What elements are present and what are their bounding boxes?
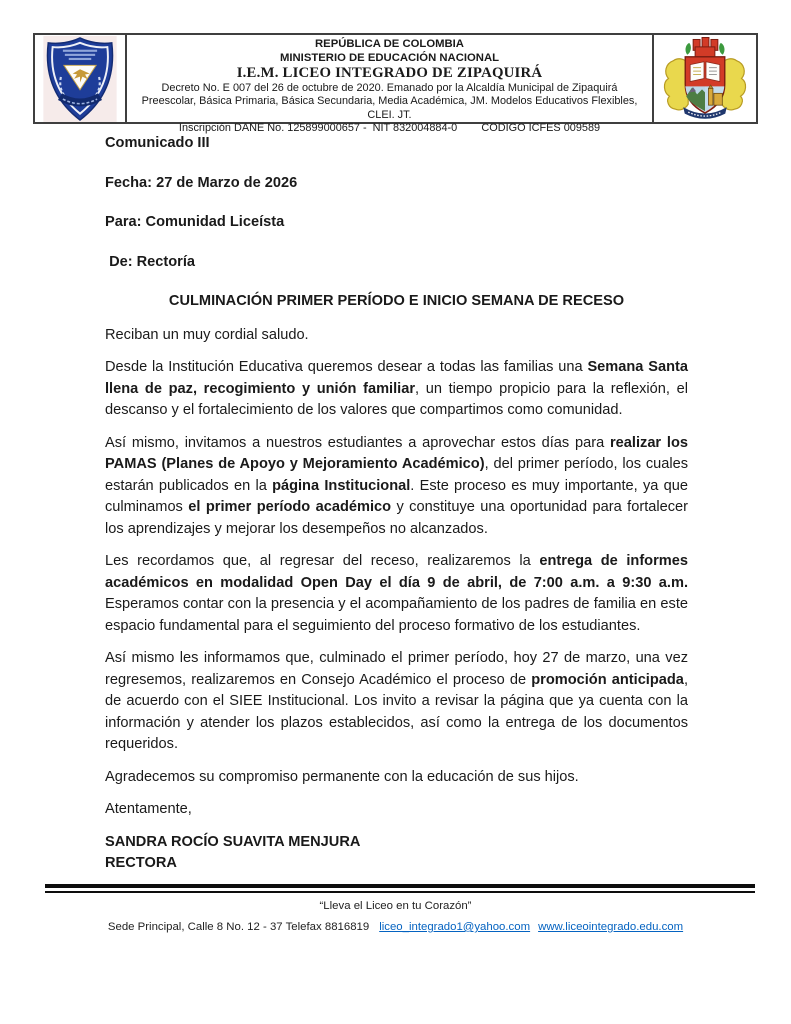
letterhead-right-cell xyxy=(652,35,756,122)
footer-slogan: “Lleva el Liceo en tu Corazón” xyxy=(319,900,472,912)
footer-divider xyxy=(45,884,755,893)
comunicado-number: Comunicado III xyxy=(105,135,210,151)
letterhead-dane: Inscripción DANE No. 125899000657 - NIT 832004884-0 CODIGO ICFES 009589 xyxy=(178,122,601,135)
zipaquira-coat-of-arms-icon xyxy=(658,37,752,121)
body-paragraph-promocion: Así mismo les informamos que, culminado el primer período, hoy 27 de marzo, una vez regresemos, realizaremos en Consejo Académico el proceso de promoción anticipada, de acuerdo con el SIEE Institucional. Los invito a revisar la página que ya cuenta con la información y atender los plazos establecidos, así como la entrega de los documentos requeridos. xyxy=(105,650,688,752)
body-paragraph-thanks: Agradecemos su compromiso permanente con la educación de sus hijos. xyxy=(105,768,579,785)
letterhead-decree: Decreto No. E 007 del 26 de octubre de 2020. Emanado por la Alcaldía Municipal de Zipaquirá xyxy=(161,82,618,95)
date-line: Fecha: 27 de Marzo de 2026 xyxy=(105,174,298,191)
letterhead-ministry: MINISTERIO DE EDUCACIÓN NACIONAL xyxy=(279,51,500,64)
signature-name: SANDRA ROCÍO SUAVITA MENJURA xyxy=(105,833,361,850)
recipient-line: Para: Comunidad Liceísta xyxy=(105,214,285,230)
footer-address-line xyxy=(0,920,791,934)
email-link[interactable]: liceo_integrado1@yahoo.com xyxy=(379,921,531,933)
body-paragraph-open-day: Les recordamos que, al regresar del receso, realizaremos la entrega de informes académicos en modalidad Open Day el día 9 de abril, de 7:00 a.m. a 9:30 a.m. Esperamos contar con la presencia y el acompañamiento de los padres de familia en este espacio fundamental para el seguimiento del proceso formativo de los estudiantes. xyxy=(105,553,688,634)
body-paragraph-closing: Atentamente, xyxy=(105,801,192,817)
document-title: CULMINACIÓN PRIMER PERÍODO E INICIO SEMANA DE RECESO xyxy=(168,293,625,309)
body-paragraph-greeting: Reciban un muy cordial saludo. xyxy=(105,326,309,343)
footer-address-text: Sede Principal, Calle 8 No. 12 - 37 Telefax 8816819 xyxy=(107,921,370,933)
letterhead-text xyxy=(127,35,652,135)
letterhead xyxy=(33,33,758,135)
website-link[interactable]: www.liceointegrado.edu.com xyxy=(538,921,684,933)
letter-body xyxy=(105,133,688,875)
page-footer xyxy=(0,884,791,934)
body-paragraph-pamas: Así mismo, invitamos a nuestros estudiantes a aprovechar estos días para realizar los PAMAS (Planes de Apoyo y Mejoramiento Académico), del primer período, los cuales estarán publicados en la página Institucional. Este proceso es muy importante, ya que culminamos el primer período académico y constituye una oportunidad para fortalecer los aprendizajes y mejorar los desempeños no alcanzados. xyxy=(105,434,689,537)
letterhead-levels: Preescolar, Básica Primaria, Básica Secundaria, Media Académica, JM. Modelos Educativos Flexibles, CLEI. JT. xyxy=(141,95,641,121)
sender-line: De: Rectoría xyxy=(105,253,196,270)
signature-role: RECTORA xyxy=(105,855,177,871)
letterhead-left-cell xyxy=(35,35,127,122)
liceo-crest-icon xyxy=(42,36,118,122)
letterhead-republic: REPÚBLICA DE COLOMBIA xyxy=(315,38,464,50)
letterhead-school-name: I.E.M. LICEO INTEGRADO DE ZIPAQUIRÁ xyxy=(236,65,543,82)
body-paragraph-semana-santa: Desde la Institución Educativa queremos desear a todas las familias una Semana Santa llena de paz, recogimiento y unión familiar, un tiempo propicio para la reflexión, el descanso y el fortalecimiento de los valores que compartimos como comunidad. xyxy=(105,359,688,418)
